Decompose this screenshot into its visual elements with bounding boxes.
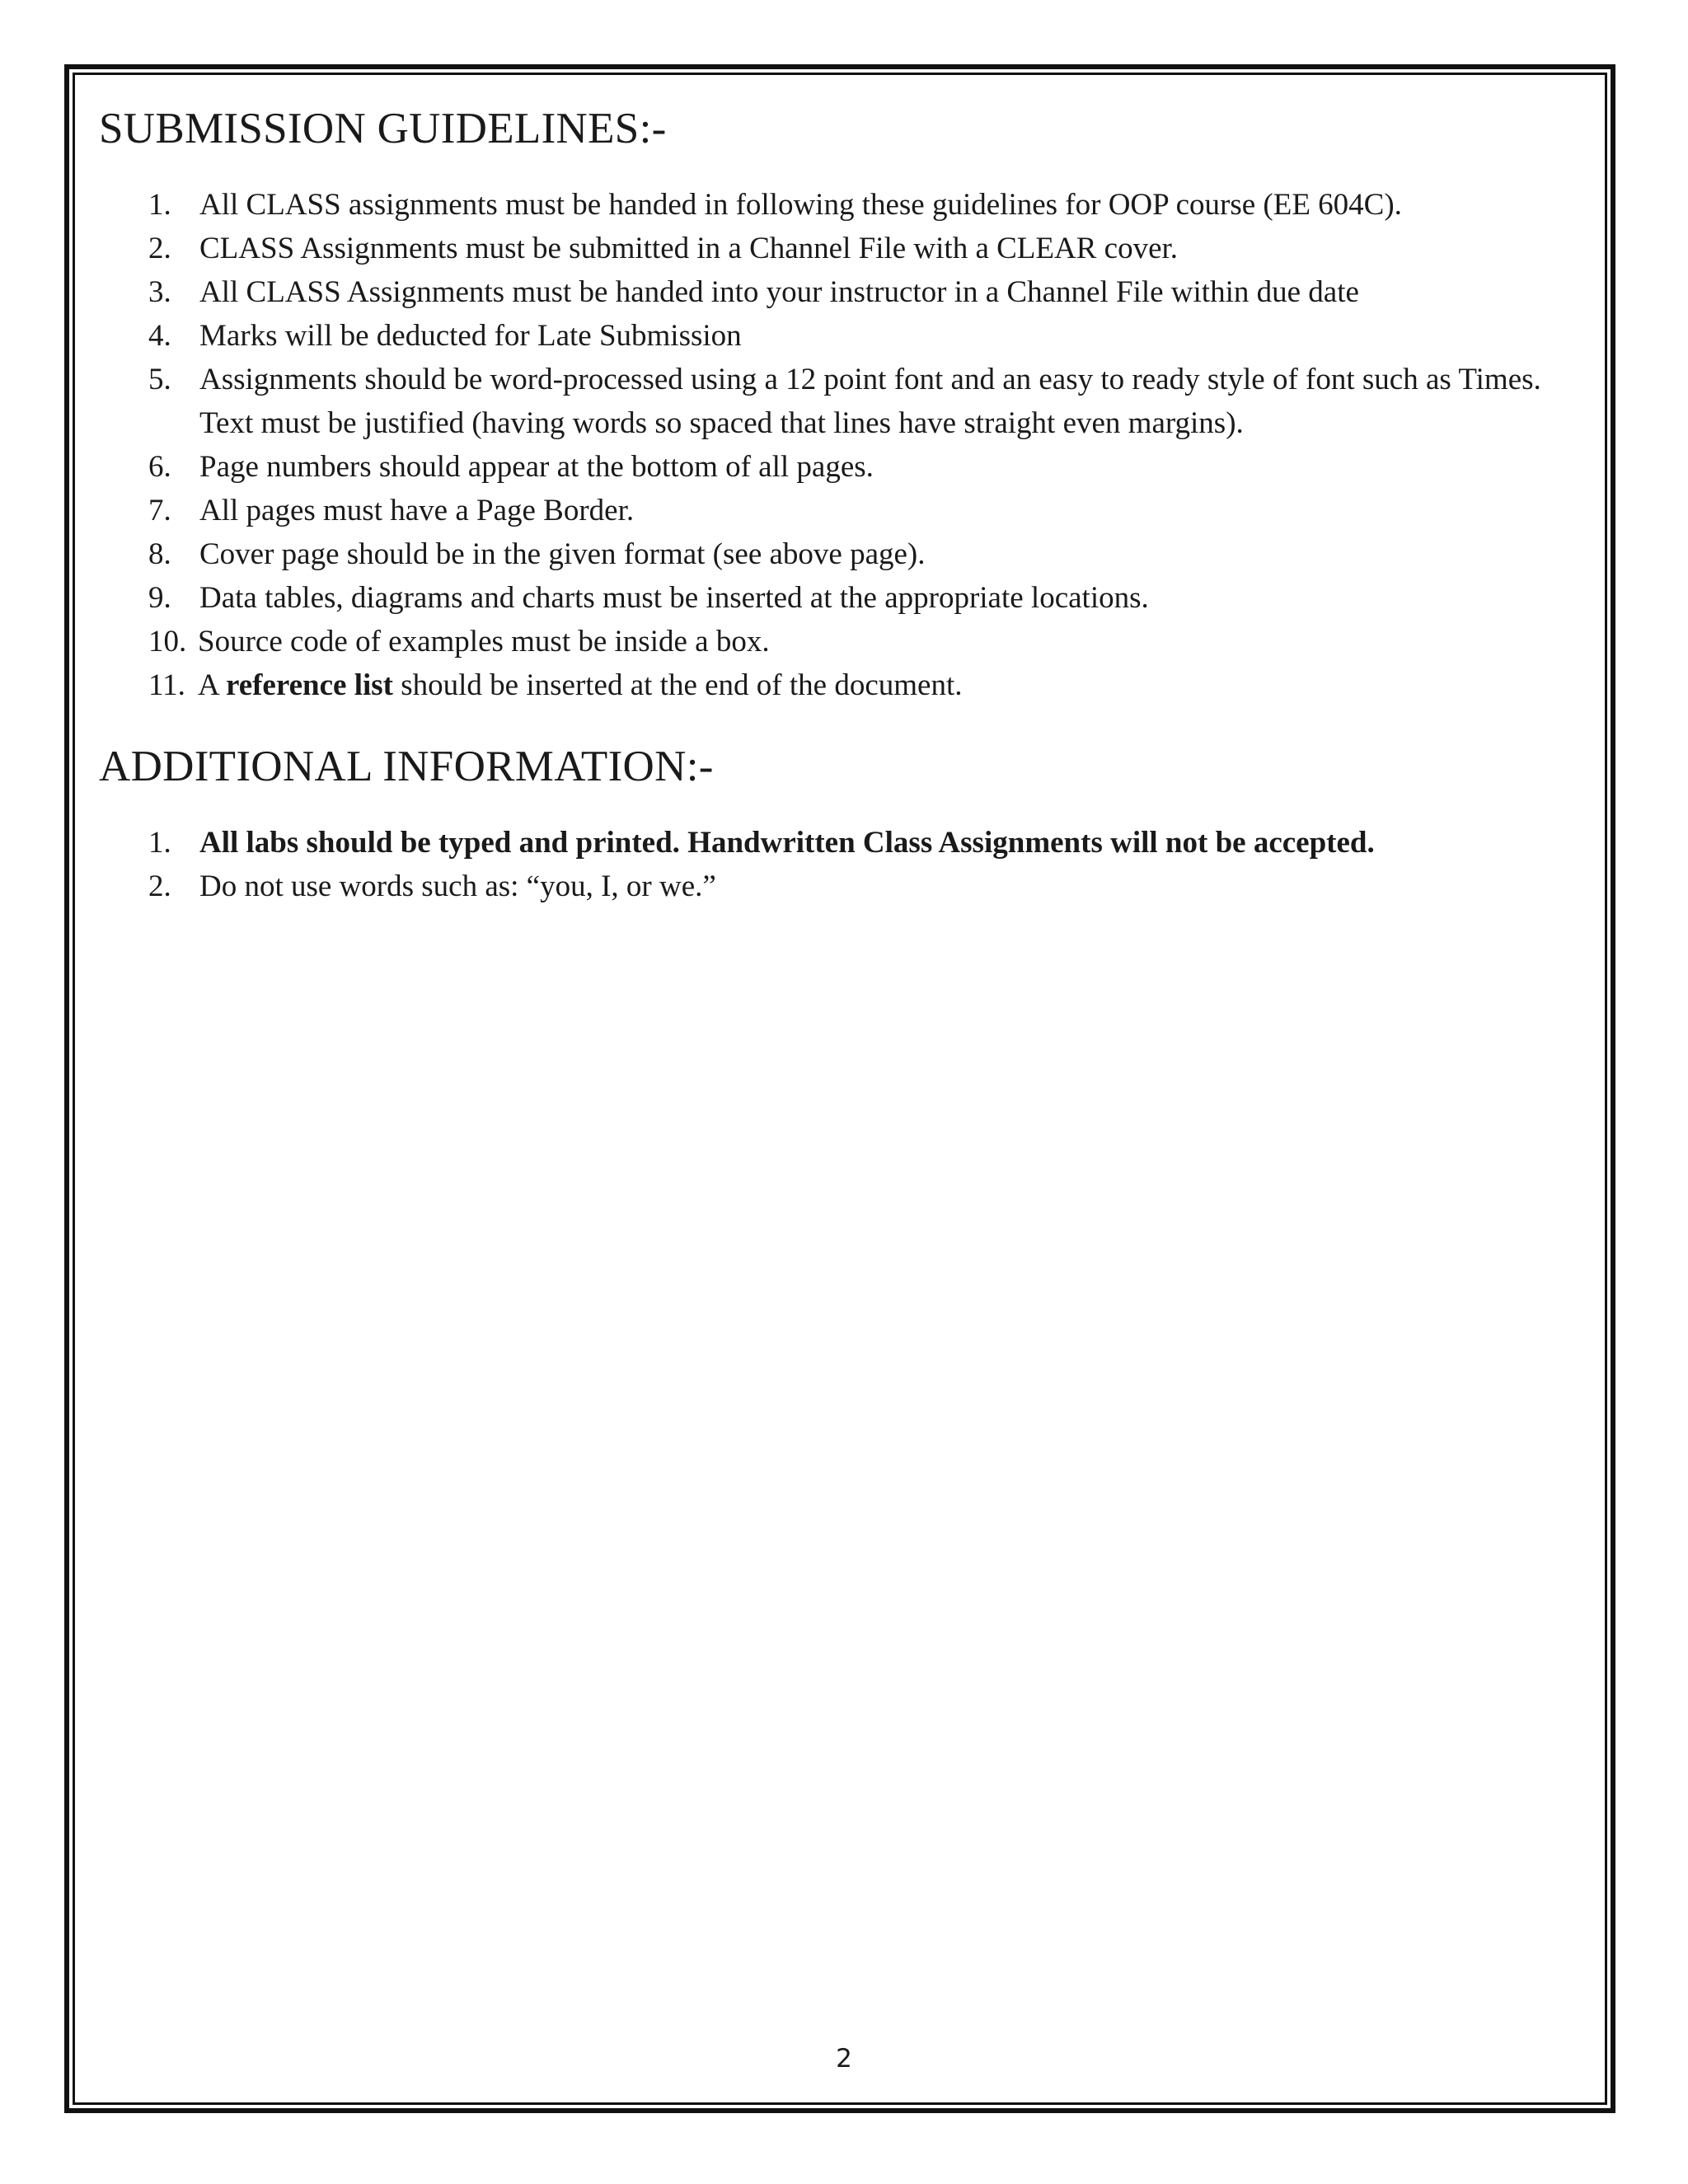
- list-item: [99, 663, 1574, 707]
- list-item-number: 9.: [148, 581, 171, 615]
- list-item: [99, 270, 1574, 314]
- list-item-number: 4.: [148, 319, 171, 353]
- list-item-text-bold: All labs should be typed and printed. Handwritten Class Assignments will not be accepted.: [199, 826, 1375, 860]
- list-item-text: Marks will be deducted for Late Submission: [199, 319, 742, 353]
- list-item-text: All CLASS Assignments must be handed into your instructor in a Channel File within due date: [199, 275, 1359, 309]
- list-item: [99, 227, 1574, 270]
- list-item-number: 2.: [148, 869, 171, 903]
- list-item-text: All CLASS assignments must be handed in following these guidelines for OOP course (EE 604C).: [199, 188, 1402, 222]
- list-item-text: All pages must have a Page Border.: [199, 494, 635, 527]
- list-item-text-post: should be inserted at the end of the document.: [393, 668, 963, 702]
- list-item: [99, 865, 1574, 908]
- list-item-text: Page numbers should appear at the bottom of all pages.: [199, 450, 874, 484]
- page-number: 2: [836, 2044, 852, 2074]
- list-item-text: Source code of examples must be inside a box.: [198, 625, 770, 658]
- list-item-text: Cover page should be in the given format (see above page).: [199, 537, 926, 571]
- list-item: [99, 314, 1574, 358]
- list-item-text: Assignments should be word-processed using a 12 point font and an easy to ready style of font such as Times. Text must be justified (having words so spaced that lines have straight even margins).: [199, 363, 1541, 440]
- list-item-number: 11.: [148, 668, 185, 702]
- list-item-number: 10.: [148, 625, 187, 658]
- list-item-text: Do not use words such as: “you, I, or we.”: [199, 869, 716, 903]
- list-item-number: 2.: [148, 232, 171, 265]
- list-item-text-pre: A: [198, 668, 226, 702]
- list-item-number: 5.: [148, 363, 171, 396]
- list-item-text: Data tables, diagrams and charts must be inserted at the appropriate locations.: [199, 581, 1149, 615]
- list-item: [99, 576, 1574, 620]
- list-item: [99, 821, 1574, 865]
- list-item-number: 1.: [148, 826, 171, 860]
- list-item-number: 1.: [148, 188, 171, 222]
- submission-guidelines-heading: SUBMISSION GUIDELINES:-: [99, 105, 667, 152]
- list-item: [99, 358, 1574, 445]
- list-item-number: 6.: [148, 450, 171, 484]
- list-item-number: 3.: [148, 275, 171, 309]
- list-item: [99, 445, 1574, 489]
- list-item: [99, 532, 1574, 576]
- submission-guidelines-list: [99, 183, 1574, 707]
- list-item-number: 8.: [148, 537, 171, 571]
- additional-information-list: [99, 821, 1574, 908]
- list-item: [99, 183, 1574, 227]
- list-item: [99, 489, 1574, 532]
- list-item-number: 7.: [148, 494, 171, 527]
- additional-information-heading: ADDITIONAL INFORMATION:-: [99, 743, 714, 790]
- list-item-text: CLASS Assignments must be submitted in a Channel File with a CLEAR cover.: [199, 232, 1179, 265]
- page-content: [99, 96, 1574, 908]
- reference-list-emphasis: reference list: [225, 668, 393, 702]
- list-item: [99, 620, 1574, 663]
